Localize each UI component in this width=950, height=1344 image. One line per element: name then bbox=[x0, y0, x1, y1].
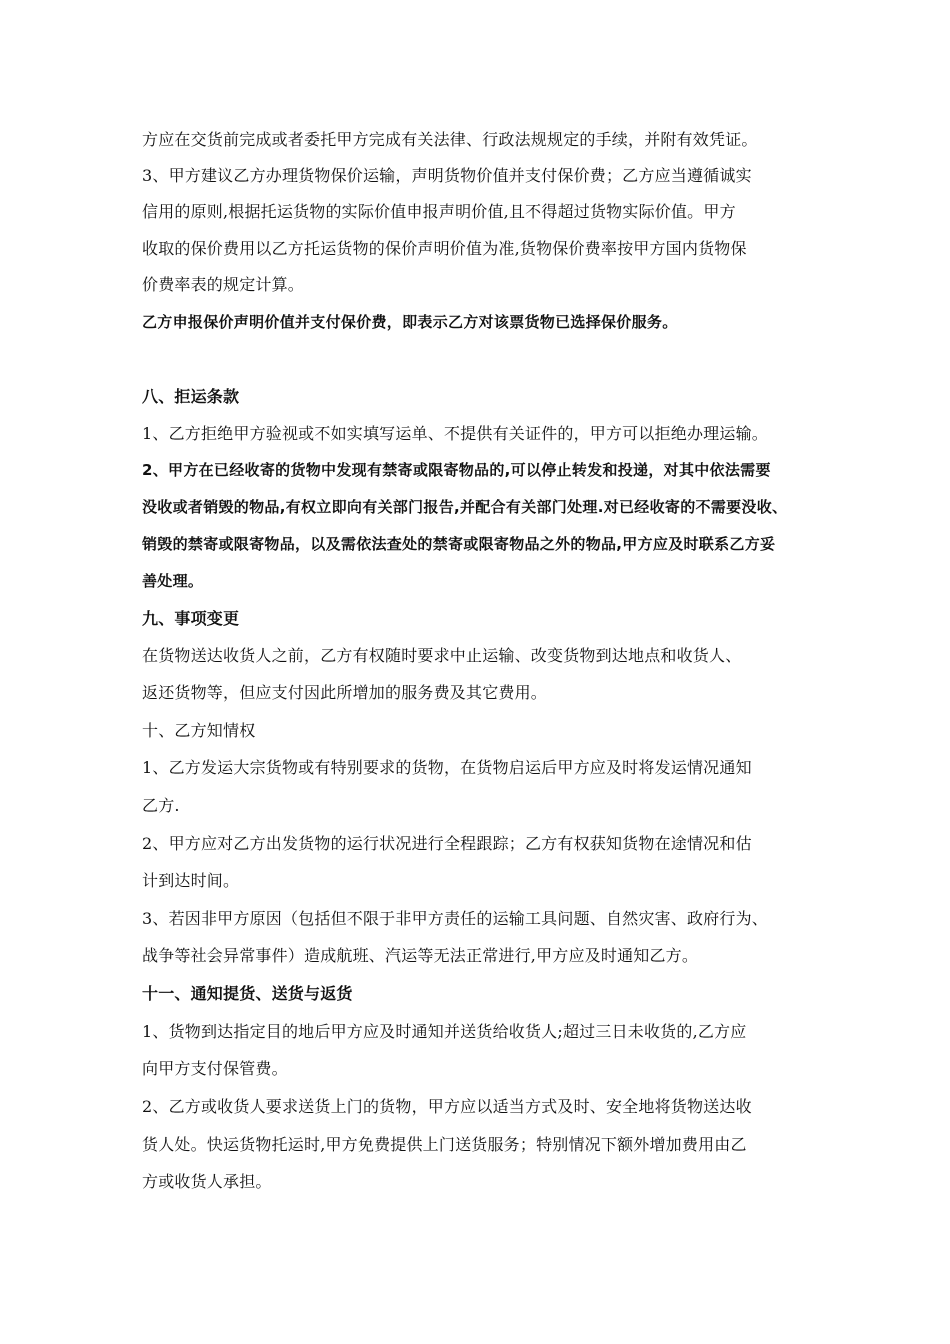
body-line: 信用的原则,根据托运货物的实际价值申报声明价值,且不得超过货物实际价值。甲方 bbox=[142, 202, 736, 221]
body-line: 战争等社会异常事件）造成航班、汽运等无法正常进行,甲方应及时通知乙方。 bbox=[142, 946, 699, 965]
body-line: 2、乙方或收货人要求送货上门的货物，甲方应以适当方式及时、安全地将货物送达收 bbox=[142, 1097, 752, 1116]
body-line: 方应在交货前完成或者委托甲方完成有关法律、行政法规规定的手续，并附有效凭证。 bbox=[142, 130, 758, 149]
body-line: 返还货物等，但应支付因此所增加的服务费及其它费用。 bbox=[142, 683, 548, 702]
body-line: 3、若因非甲方原因（包括但不限于非甲方责任的运输工具问题、自然灾害、政府行为、 bbox=[142, 909, 768, 928]
bold-clause-line: 2、甲方在已经收寄的货物中发现有禁寄或限寄物品的,可以停止转发和投递，对其中依法需要 bbox=[142, 461, 771, 479]
body-line: 计到达时间。 bbox=[142, 871, 240, 890]
body-line: 收取的保价费用以乙方托运货物的保价声明价值为准,货物保价费率按甲方国内货物保 bbox=[142, 239, 747, 258]
section-heading: 九、事项变更 bbox=[142, 609, 240, 628]
body-line: 1、乙方拒绝甲方验视或不如实填写运单、不提供有关证件的，甲方可以拒绝办理运输。 bbox=[142, 424, 768, 443]
body-line: 货人处。快运货物托运时,甲方免费提供上门送货服务；特别情况下额外增加费用由乙 bbox=[142, 1135, 747, 1154]
body-line: 1、乙方发运大宗货物或有特别要求的货物，在货物启运后甲方应及时将发运情况通知 bbox=[142, 758, 752, 777]
body-line: 价费率表的规定计算。 bbox=[142, 275, 305, 294]
section-heading: 八、拒运条款 bbox=[142, 387, 240, 406]
bold-clause-line: 销毁的禁寄或限寄物品，以及需依法查处的禁寄或限寄物品之外的物品,甲方应及时联系乙方妥 bbox=[142, 535, 776, 553]
bold-clause-line: 善处理。 bbox=[142, 572, 204, 590]
body-line: 在货物送达收货人之前，乙方有权随时要求中止运输、改变货物到达地点和收货人、 bbox=[142, 646, 742, 665]
body-line: 方或收货人承担。 bbox=[142, 1172, 272, 1191]
body-line: 乙方. bbox=[142, 796, 180, 815]
section-heading: 十一、通知提货、送货与返货 bbox=[142, 984, 353, 1003]
body-line: 1、货物到达指定目的地后甲方应及时通知并送货给收货人;超过三日未收货的,乙方应 bbox=[142, 1022, 747, 1041]
body-line: 3、甲方建议乙方办理货物保价运输，声明货物价值并支付保价费；乙方应当遵循诚实 bbox=[142, 166, 752, 185]
body-line: 2、甲方应对乙方出发货物的运行状况进行全程跟踪；乙方有权获知货物在途情况和估 bbox=[142, 834, 752, 853]
body-line: 向甲方支付保管费。 bbox=[142, 1059, 288, 1078]
bold-clause-line: 没收或者销毁的物品,有权立即向有关部门报告,并配合有关部门处理.对已经收寄的不需要没收、 bbox=[142, 498, 788, 516]
bold-notice-line: 乙方申报保价声明价值并支付保价费，即表示乙方对该票货物已选择保价服务。 bbox=[142, 313, 678, 331]
section-heading: 十、乙方知情权 bbox=[142, 721, 256, 740]
